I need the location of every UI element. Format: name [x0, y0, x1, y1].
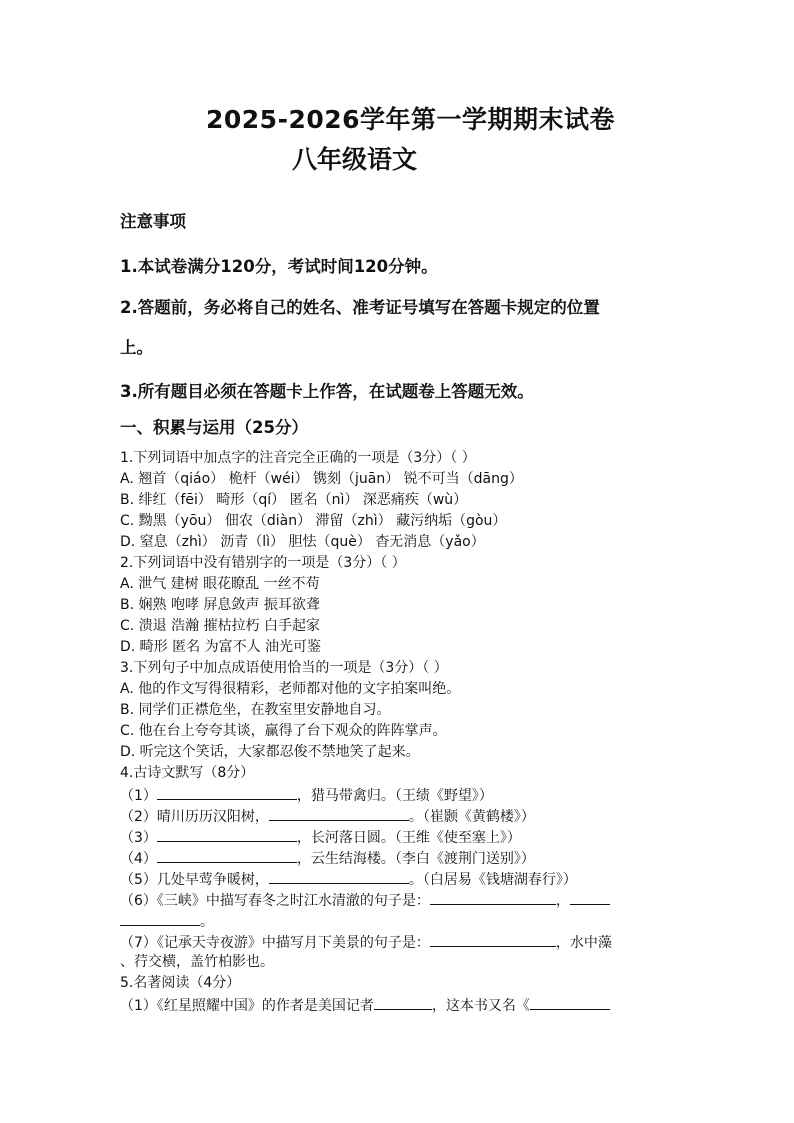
- q5-stem: 5.名著阅读（4分）: [120, 975, 241, 991]
- q4-item-4-text: ，云生结海楼。（李白《渡荆门送别》）: [296, 851, 535, 867]
- q2-stem: 2.下列词语中没有错别字的一项是（3分）（ ）: [120, 555, 406, 571]
- q3-option-a: A. 他的作文写得很精彩，老师都对他的文字拍案叫绝。: [120, 681, 461, 697]
- q4-item-7-tail: ，水中藻: [555, 935, 612, 951]
- q4-item-6-sep: ，: [555, 893, 570, 909]
- q1-option-b: B. 绯红（fēi） 畸形（qí） 匿名（nì） 深恶痛疾（wù）: [120, 492, 468, 508]
- q4-item-6-cont: [120, 910, 680, 931]
- q4-item-1-num: （1）: [120, 788, 157, 804]
- answer-blank[interactable]: [120, 910, 200, 926]
- q4-item-3-num: （3）: [120, 830, 157, 846]
- q4-item-5-text: （5）几处早莺争暖树，: [120, 872, 269, 888]
- q3-stem: 3.下列句子中加点成语使用恰当的一项是（3分）（ ）: [120, 660, 448, 676]
- q3-option-c: C. 他在台上夸夸其谈，赢得了台下观众的阵阵掌声。: [120, 723, 447, 739]
- q4-item-2-text: （2）晴川历历汉阳树，: [120, 809, 269, 825]
- q4-item-1-text: ，猎马带禽归。（王绩《野望》）: [296, 788, 493, 804]
- exam-title: 2025-2026学年第一学期期末试卷: [206, 105, 616, 134]
- answer-blank[interactable]: [430, 931, 556, 947]
- question-body: [120, 448, 680, 1015]
- notice-item-2-cont: 上。: [120, 338, 153, 357]
- q3-option-d: D. 听完这个笑话，大家都忍俊不禁地笑了起来。: [120, 744, 420, 760]
- q3-option-b: B. 同学们正襟危坐，在教室里安静地自习。: [120, 702, 391, 718]
- q4-item-4-num: （4）: [120, 851, 157, 867]
- answer-blank[interactable]: [157, 847, 297, 863]
- section-heading: 一、积累与运用（25分）: [120, 418, 308, 437]
- notice-item-2: 2.答题前，务必将自己的姓名、准考证号填写在答题卡规定的位置: [120, 298, 600, 317]
- exam-subtitle: 八年级语文: [292, 145, 418, 174]
- answer-blank[interactable]: [430, 889, 556, 905]
- answer-blank[interactable]: [374, 994, 432, 1010]
- q4-item-7-text: （7）《记承天寺夜游》中描写月下美景的句子是：: [120, 935, 430, 951]
- answer-blank[interactable]: [530, 994, 610, 1010]
- answer-blank[interactable]: [269, 805, 409, 821]
- q5-item-1: [120, 994, 680, 1015]
- q4-item-5-tail: 。（白居易《钱塘湖春行》）: [408, 872, 577, 888]
- q2-option-a: A. 泄气 建树 眼花瞭乱 一丝不苟: [120, 576, 320, 592]
- answer-blank[interactable]: [157, 826, 297, 842]
- q1-option-c: C. 黝黑（yōu） 佃农（diàn） 滞留（zhì） 藏污纳垢（gòu）: [120, 513, 507, 529]
- answer-blank[interactable]: [157, 784, 297, 800]
- q4-item-7: [120, 931, 680, 952]
- q4-item-5: [120, 868, 680, 889]
- notice-item-3: 3.所有题目必须在答题卡上作答，在试题卷上答题无效。: [120, 382, 534, 401]
- q4-item-2-tail: 。（崔颢《黄鹤楼》）: [408, 809, 535, 825]
- q4-item-3: [120, 826, 680, 847]
- q4-item-2: [120, 805, 680, 826]
- q2-option-c: C. 溃退 浩瀚 摧枯拉朽 白手起家: [120, 618, 321, 634]
- q4-item-6: [120, 889, 680, 910]
- q4-stem: 4.古诗文默写（8分）: [120, 765, 255, 781]
- q4-item-1: [120, 784, 680, 805]
- q4-item-6-end: 。: [200, 914, 214, 930]
- q4-item-7-cont: 、荇交横，盖竹柏影也。: [120, 954, 274, 970]
- q5-item-1-mid: ，这本书又名《: [431, 998, 530, 1014]
- q1-option-d: D. 窒息（zhì） 沥青（lì） 胆怯（què） 杳无消息（yǎo）: [120, 534, 485, 550]
- q4-item-3-text: ，长河落日圆。（王维《使至塞上》）: [296, 830, 521, 846]
- q2-option-b: B. 娴熟 咆哮 屏息敛声 振耳欲聋: [120, 597, 320, 613]
- q5-item-1-text: （1）《红星照耀中国》的作者是美国记者: [120, 998, 374, 1014]
- q1-option-a: A. 翘首（qiáo） 桅杆（wéi） 镌刻（juān） 锐不可当（dāng）: [120, 471, 523, 487]
- q1-stem: 1.下列词语中加点字的注音完全正确的一项是（3分）（ ）: [120, 450, 476, 466]
- q4-item-6-text: （6）《三峡》中描写春冬之时江水清澈的句子是：: [120, 893, 430, 909]
- q2-option-d: D. 畸形 匿名 为富不人 油光可鉴: [120, 639, 322, 655]
- answer-blank[interactable]: [570, 889, 610, 905]
- answer-blank[interactable]: [269, 868, 409, 884]
- notice-item-1: 1.本试卷满分120分，考试时间120分钟。: [120, 257, 438, 276]
- q4-item-4: [120, 847, 680, 868]
- notice-heading: 注意事项: [120, 212, 186, 231]
